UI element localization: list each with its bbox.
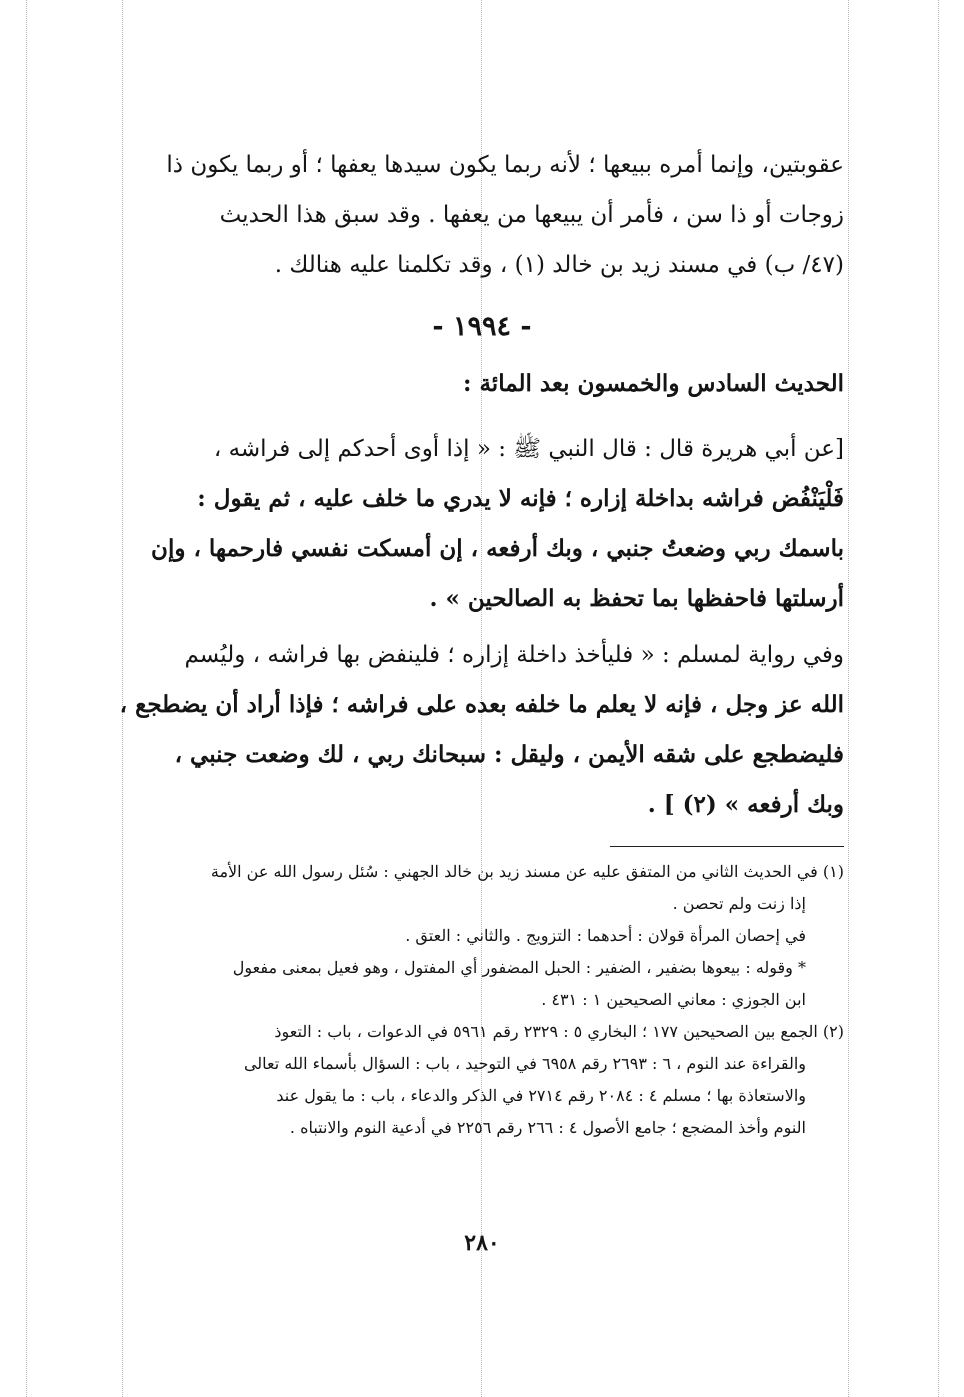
intro-line: زوجات أو ذا سن ، فأمر أن يبيعها من يعفها . وقد سبق هذا الحديث <box>219 202 844 228</box>
footnote-line: (١) في الحديث الثاني من المتفق عليه عن مسند زيد بن خالد الجهني : سُئل رسول الله عن الأمة <box>210 862 844 881</box>
hadith-number: - ١٩٩٤ - <box>432 311 532 342</box>
muslim-narration-paragraph <box>120 630 844 830</box>
footnote-line: (٢) الجمع بين الصحيحين ١٧٧ ؛ البخاري ٥ : ٢٣٢٩ رقم ٥٩٦١ في الدعوات ، باب : التعوذ <box>274 1022 844 1041</box>
margin-guide-right-inner <box>848 0 849 1397</box>
footnote-line: في إحصان المرأة قولان : أحدهما : التزويج . والثاني : العتق . <box>405 926 806 945</box>
hadith-paragraph <box>120 424 844 624</box>
margin-guide-right-outer <box>938 0 939 1397</box>
intro-paragraph <box>120 140 844 290</box>
footnotes <box>120 856 844 1144</box>
muslim-line: الله عز وجل ، فإنه لا يعلم ما خلفه بعده على فراشه ؛ فإذا أراد أن يضطجع ، <box>120 691 844 718</box>
intro-line: (٤٧/ ب) في مسند زيد بن خالد (١) ، وقد تكلمنا عليه هنالك . <box>274 252 844 278</box>
margin-guide-left-outer <box>26 0 27 1397</box>
muslim-line: وفي رواية لمسلم : « فليأخذ داخلة إزاره ؛ فلينفض بها فراشه ، وليُسم <box>184 642 844 668</box>
footnote-separator <box>610 846 844 847</box>
footnote-line: والاستعاذة بها ؛ مسلم ٤ : ٢٠٨٤ رقم ٢٧١٤ في الذكر والدعاء ، باب : ما يقول عند <box>276 1086 806 1105</box>
footnote-line: إذا زنت ولم تحصن . <box>672 894 806 913</box>
hadith-line: فَلْيَنْفُض فراشه بداخلة إزاره ؛ فإنه لا يدري ما خلف عليه ، ثم يقول : <box>197 485 844 512</box>
footnote-line: * وقوله : بيعوها بضفير ، الضفير : الحبل المضفور أي المفتول ، وهو فعيل بمعنى مفعول <box>232 958 806 977</box>
hadith-line: أرسلتها فاحفظها بما تحفظ به الصالحين » . <box>429 585 844 612</box>
page-number: ٢٨٠ <box>464 1230 500 1256</box>
hadith-title: الحديث السادس والخمسون بعد المائة : <box>462 370 844 397</box>
muslim-line: وبك أرفعه » (٢) ] . <box>647 791 844 818</box>
hadith-line: باسمك ربي وضعتُ جنبي ، وبك أرفعه ، إن أمسكت نفسي فارحمها ، وإن <box>151 535 844 562</box>
muslim-line: فليضطجع على شقه الأيمن ، وليقل : سبحانك ربي ، لك وضعت جنبي ، <box>174 741 844 768</box>
intro-line: عقوبتين، وإنما أمره ببيعها ؛ لأنه ربما يكون سيدها يعفها ؛ أو ربما يكون ذا <box>166 152 844 178</box>
footnote-line: ابن الجوزي : معاني الصحيحين ١ : ٤٣١ . <box>541 990 806 1009</box>
hadith-line: [عن أبي هريرة قال : قال النبي ﷺ : « إذا أوى أحدكم إلى فراشه ، <box>213 436 844 462</box>
footnote-line: النوم وأخذ المضجع ؛ جامع الأصول ٤ : ٢٦٦ رقم ٢٢٥٦ في أدعية النوم والانتباه . <box>289 1118 806 1137</box>
footnote-line: والقراءة عند النوم ، ٦ : ٢٦٩٣ رقم ٦٩٥٨ في التوحيد ، باب : السؤال بأسماء الله تعالى <box>243 1054 806 1073</box>
